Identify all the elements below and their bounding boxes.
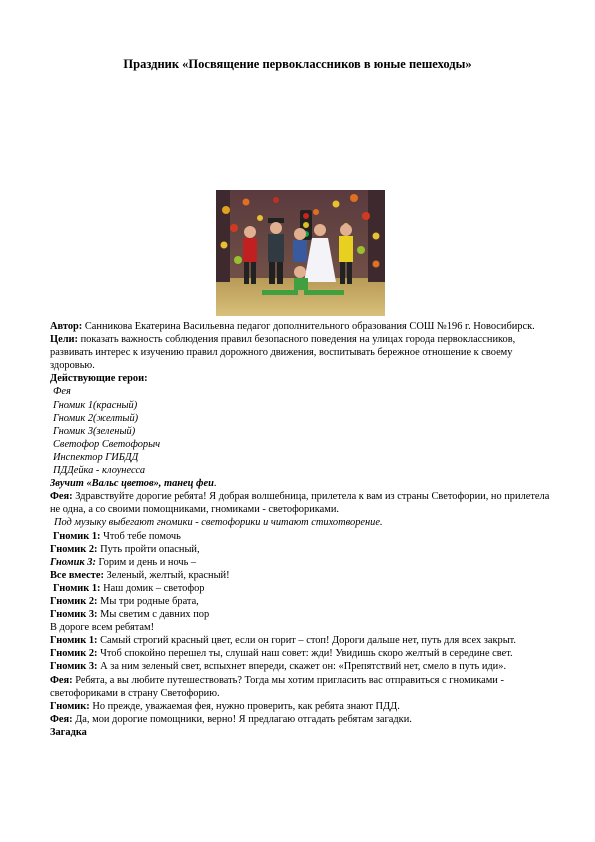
speaker-label: Все вместе: — [50, 569, 104, 581]
dialogue-line — [50, 647, 550, 660]
line-text: Чтоб спокойно перешел ты, слушай наш совет: жди! Увидишь скоро желтый в середине свет. — [97, 648, 513, 660]
children-costumes-image — [216, 190, 385, 316]
dialogue-line — [50, 713, 550, 726]
goals-text: показать важность соблюдения правил безопасного поведения на улицах города первоклассников, развивать интерес к изучению правил дорожного движения, воспитывать бережное отношение к своему здоровью. — [50, 334, 516, 372]
line-text: Ребята, а вы любите путешествовать? Тогда мы хотим пригласить вас отправиться с гномиками - светофориками в страну Светофорию. — [50, 674, 504, 699]
line-text: В дороге всем ребятам! — [50, 622, 155, 634]
line-text: Наш домик – светофор — [100, 582, 205, 594]
speaker-label: Гномик 2: — [50, 595, 98, 607]
dialogue-line — [50, 530, 550, 543]
speaker-label: Гномик 3: — [50, 609, 98, 621]
character-item: Гномик 3(зеленый) — [53, 425, 136, 437]
dialogue-line — [50, 543, 550, 556]
dialogue-line — [50, 595, 550, 608]
character-item: Инспектор ГИБДД — [53, 451, 139, 463]
dialogue-line — [50, 582, 550, 595]
speaker-label: Гномик 3: — [50, 661, 98, 673]
author-paragraph — [50, 320, 550, 333]
music-note-text: Звучит «Вальс цветов», танец феи — [50, 478, 214, 490]
dialogue-line — [50, 569, 550, 582]
author-text: Санникова Екатерина Васильевна педагог дополнительного образования СОШ №196 г. Новосибирск. — [82, 321, 535, 332]
goals-paragraph — [50, 333, 550, 372]
speaker-label: Гномик: — [50, 700, 90, 712]
event-photo — [216, 190, 385, 316]
speaker-label: Гномик 1: — [53, 530, 101, 542]
line-text: Мы три родные брата, — [97, 595, 199, 607]
speaker-label: Гномик 1: — [53, 582, 101, 594]
dialogue-line — [50, 674, 550, 700]
speaker-label: Загадка — [50, 726, 87, 738]
speaker-label: Фея: — [50, 674, 73, 686]
line-text: Да, мои дорогие помощники, верно! Я предлагаю отгадать ребятам загадки. — [72, 713, 412, 725]
line-text: А за ним зеленый свет, вспыхнет впереди, скажет он: «Препятствий нет, смело в путь иди». — [97, 661, 507, 673]
speaker-label: Гномик 1: — [50, 635, 98, 647]
speaker-label: Гномик 3: — [50, 556, 96, 568]
characters-heading: Действующие герои: — [50, 373, 148, 385]
dialogue-line — [50, 634, 550, 647]
line-text: Чтоб тебе помочь — [100, 530, 181, 542]
author-label: Автор: — [50, 321, 83, 332]
character-item: Гномик 2(желтый) — [53, 412, 139, 424]
character-item: ПДДейка - клоунесса — [53, 465, 146, 477]
line-text: Но прежде, уважаемая фея, нужно проверить, как ребята знают ПДД. — [89, 700, 400, 712]
line-text: Мы светим с давних пор — [97, 609, 210, 621]
line-text: Самый строгий красный цвет, если он горит – стоп! Дороги дальше нет, путь для всех закрыт. — [97, 635, 517, 647]
speaker-label: Гномик 2: — [50, 543, 98, 555]
line-text: Зеленый, желтый, красный! — [103, 569, 230, 581]
document-title: Праздник «Посвящение первоклассников в юные пешеходы» — [123, 57, 472, 71]
script-lines — [50, 490, 550, 739]
goals-label: Цели: — [50, 334, 78, 346]
line-text: Горим и день и ночь – — [95, 556, 197, 568]
dialogue-line — [50, 700, 550, 713]
character-item: Фея — [53, 386, 71, 398]
music-note — [50, 477, 550, 490]
characters-list — [50, 385, 550, 477]
music-note-dot: . — [213, 478, 217, 490]
dialogue-line — [50, 726, 550, 739]
dialogue-line — [50, 490, 550, 516]
dialogue-line — [50, 621, 550, 634]
dialogue-line — [50, 660, 550, 673]
dialogue-line — [50, 556, 550, 569]
dialogue-line — [50, 608, 550, 621]
line-text: Путь пройти опасный, — [97, 543, 200, 555]
document-body — [50, 320, 550, 739]
character-item: Светофор Светофорыч — [53, 438, 161, 450]
speaker-label: Фея: — [50, 713, 73, 725]
character-item: Гномик 1(красный) — [53, 399, 138, 411]
line-text: Здравствуйте дорогие ребята! Я добрая волшебница, прилетела к вам из страны Светофории, но прилетела не одна, а со своими помощниками, гномиками - светофориками. — [50, 491, 550, 516]
speaker-label: Фея: — [50, 491, 73, 503]
stage-direction: Под музыку выбегают гномики - светофорики и читают стихотворение. — [54, 517, 383, 529]
speaker-label: Гномик 2: — [50, 648, 98, 660]
